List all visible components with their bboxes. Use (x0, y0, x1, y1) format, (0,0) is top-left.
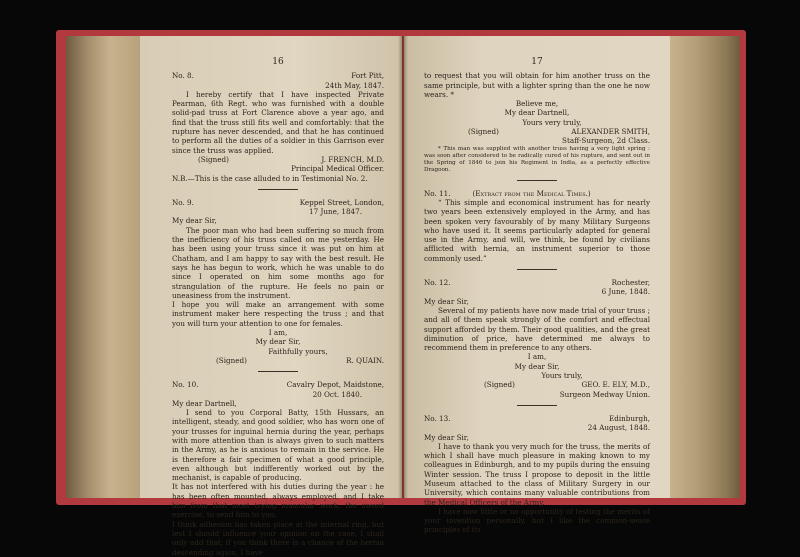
letter-place: Cavalry Depot, Maidstone, (286, 380, 384, 390)
letter-closing: Faithfully yours, (268, 346, 328, 356)
page-number: 17 (531, 57, 543, 67)
letter-place: Edinburgh, (609, 413, 650, 423)
letter-body: It has not interfered with his duties during the year : he has been often mounted, always employed, and I take him from that most trying muscular work, the sword exercise, to send him to you. (172, 482, 384, 520)
section-divider (258, 189, 298, 190)
right-page-edges (670, 36, 740, 498)
letter-closing: I am, (268, 328, 288, 338)
letter-salutation: My dear Sir, (424, 296, 469, 306)
section-divider (517, 405, 557, 406)
letter-body: I send to you Corporal Batty, 15th Hussars, an intelligent, steady, and good soldier, who has worn one of your trusses for inguinal hernia during the year, perhaps with more attention than is always given to such matters in the Army, as he is anxious to remain in the service. He is therefore a fair specimen of what a good principle, even although but indifferently worked out by the mechanist, is capable of producing. (172, 408, 384, 483)
left-page (140, 36, 402, 557)
signed-label: (Signed) (468, 127, 499, 137)
letter-heading (424, 414, 650, 423)
letter-body: I hope you will make an arrangement with some instrument maker here respecting the truss ; and that you will turn your attention to one for females. (172, 300, 384, 328)
letter-number: No. 12. (424, 278, 451, 288)
signer-name: ALEXANDER SMITH, (571, 127, 650, 137)
signed-label: (Signed) (216, 355, 247, 365)
left-page-edges (66, 36, 140, 498)
letter-closing: I am, (527, 352, 547, 362)
letter-number: No. 13. (424, 413, 451, 423)
footnote: * This man was supplied with another truss having a very light spring : was soon after considered to be radically cured of his rupture, and sent out in the Spring of 1846 to join his Regiment in India, as a perfectly effective Dragoon. (424, 145, 650, 173)
letter-date: 17 June, 1847. (309, 207, 362, 217)
letter-body: The poor man who had been suffering so much from the inefficiency of his truss called on me yesterday. He has been using your truss since it was put on him at Chatham, and I am happy to say with the best result. He says he has begun to work, which he was unable to do since I operated on him some months ago for strangulation of the rupture. He feels no pain or uneasiness from the instrument. (172, 225, 384, 300)
letter-closing: My dear Sir, (514, 361, 560, 371)
letter-number: No. 8. (172, 71, 194, 81)
signer-name: J. FRENCH, M.D. (321, 154, 384, 164)
letter-closing: My dear Dartnell, (504, 108, 570, 118)
letter-heading (172, 71, 384, 80)
signature-line (424, 380, 650, 389)
section-divider (258, 371, 298, 372)
letter-closing: Believe me, (515, 99, 559, 109)
letter-body: I hereby certify that I have inspected Private Pearman, 6th Regt. who was furnished with a double solid-pad truss at Fort Clarence above a year ago, and find that the truss still fits well and comfortably: that the rupture has never descended, and that he has continued to perform all the duties of a soldier in this Garrison ever since the truss was applied. (172, 89, 384, 155)
signer-title: Staff-Surgeon, 2d Class. (562, 136, 650, 146)
letter-number: No. 9. (172, 197, 194, 207)
signed-label: (Signed) (484, 380, 515, 390)
right-page (404, 36, 670, 535)
letter-closing: My dear Sir, (255, 337, 301, 347)
letter-body: to request that you will obtain for him another truss on the same principle, but with a lighter spring than the one he now wears. * (424, 71, 650, 99)
letter-date: 20 Oct. 1840. (312, 389, 362, 399)
letter-date: 24 August, 1848. (587, 423, 650, 433)
letter-number: No. 11. (424, 188, 451, 198)
letter-heading (172, 198, 384, 207)
letter-heading (424, 278, 650, 287)
letter-salutation: My dear Dartnell, (172, 398, 237, 408)
book-gutter (398, 36, 408, 498)
section-divider (517, 180, 557, 181)
signature-line (172, 155, 384, 164)
signed-label: (Signed) (198, 154, 229, 164)
left-page-text (140, 36, 402, 557)
letter-body: “ This simple and economical instrument has for nearly two years been extensively employed in the Army, and has been spoken very favourably of by many Military Surgeons who have used it. It seems particularly adapted for general use in the Army, and will, we think, be found by civilians afflicted with hernia, an instrument superior to those commonly used.” (424, 197, 650, 263)
nota-bene: N.B.—This is the case alluded to in Testimonial No. 2. (172, 173, 368, 183)
extract-heading: (Extract from the Medical Times.) (472, 188, 591, 198)
page-number: 16 (272, 57, 284, 67)
letter-place: Fort Pitt, (351, 71, 384, 81)
letter-heading (424, 189, 650, 198)
right-page-text (404, 36, 670, 535)
letter-body: Several of my patients have now made trial of your truss ; and all of them speak strongly of the comfort and effectual support afforded by them. Their good qualities, and the great diminution of price, have determined me always to recommend them in preference to any others. (424, 305, 650, 353)
letter-heading (172, 380, 384, 389)
letter-number: No. 10. (172, 380, 199, 390)
letter-place: Rochester, (611, 278, 650, 288)
letter-closing: Yours very truly, (522, 117, 582, 127)
signer-name: GEO. E. ELY, M.D., (581, 380, 650, 390)
letter-body: I have to thank you very much for the truss, the merits of which I shall have much pleasure in making known to my colleagues in Edinburgh, and to my pupils during the ensuing Winter session. The truss I propose to deposit in the little Museum attached to the class of Military Surgery in our University, which contains many valuable contributions from the Medical Officers of the Army. (424, 441, 650, 507)
letter-date: 24th May, 1847. (325, 80, 384, 90)
letter-closing: Yours truly, (541, 371, 583, 381)
signature-line (172, 356, 384, 365)
signer-title: Surgeon Medway Union. (559, 389, 650, 399)
letter-salutation: My dear Sir, (424, 432, 469, 442)
signer-title: Principal Medical Officer. (291, 164, 384, 174)
section-divider (517, 269, 557, 270)
letter-date: 6 June, 1848. (601, 287, 650, 297)
letter-salutation: My dear Sir, (172, 216, 217, 226)
signer-name: R. QUAIN. (346, 355, 384, 365)
letter-place: Keppel Street, London, (299, 197, 384, 207)
letter-body: I have now little or no opportunity of testing the merits of your invention personally, but I like the common-sense principles of its (424, 506, 650, 535)
letter-body: I think adhesion has taken place at the internal ring, but lest I should influence your opinion on the case, I shall only add that, if you think there is a chance of the hernia descending again, I have (172, 519, 384, 557)
signature-line (424, 127, 650, 136)
